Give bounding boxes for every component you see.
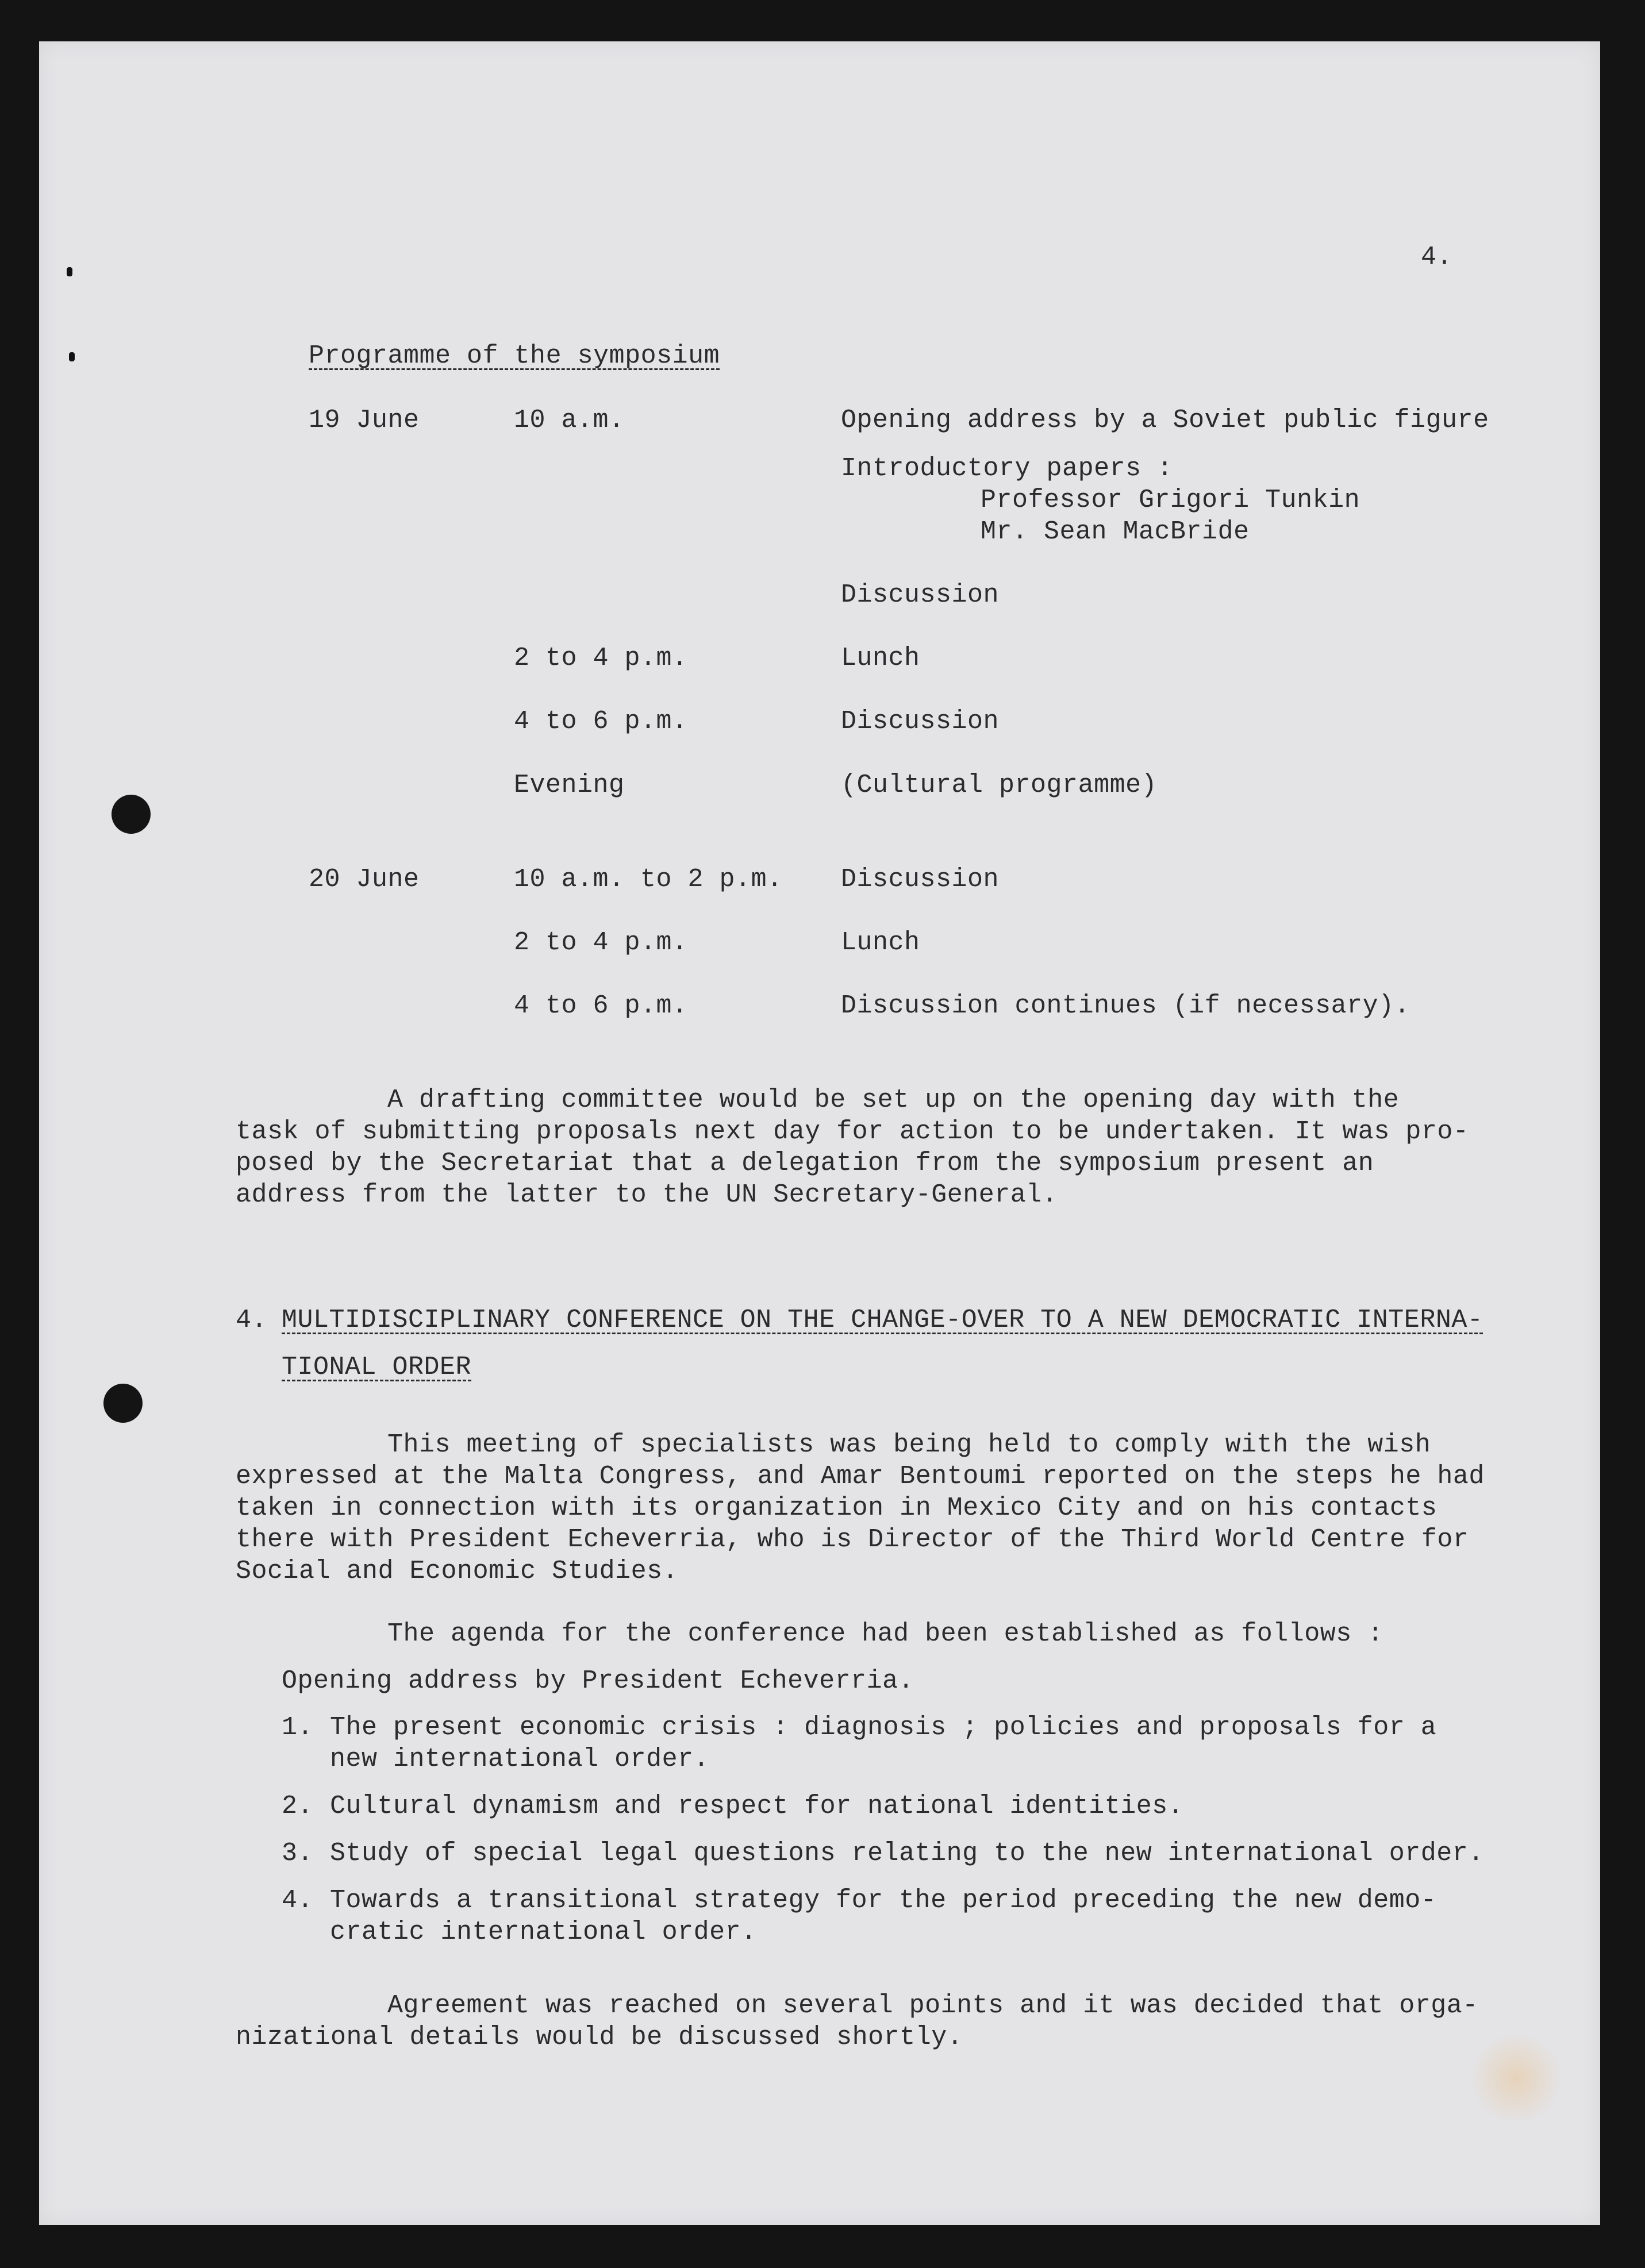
page-number: 4.	[1421, 242, 1453, 272]
drafting-paragraph	[236, 1084, 1558, 1211]
paragraph-line: Agreement was reached on several points and it was decided that orga-	[387, 1991, 1478, 2020]
section-number: 4.	[236, 1306, 268, 1335]
section-heading-line1: MULTIDISCIPLINARY CONFERENCE ON THE CHANGE-OVER TO A NEW DEMOCRATIC INTERNA-	[282, 1306, 1483, 1335]
section-heading-line2: TIONAL ORDER	[282, 1353, 472, 1382]
programme-event: Lunch	[841, 644, 920, 673]
programme-event: Opening address by a Soviet public figure	[841, 406, 1489, 435]
agenda-item-number: 1.	[282, 1713, 314, 1742]
speck	[69, 352, 75, 361]
agenda-item-text: The present economic crisis : diagnosis ; policies and proposals for a	[330, 1713, 1437, 1742]
programme-event: Introductory papers :	[841, 454, 1173, 483]
document-page	[39, 41, 1600, 2225]
programme-event: Lunch	[841, 928, 920, 957]
agenda-item-number: 4.	[282, 1886, 314, 1915]
agenda-item-text: new international order.	[330, 1745, 710, 1774]
agenda-item-text: cratic international order.	[330, 1917, 757, 1947]
paragraph-line: A drafting committee would be set up on the opening day with the	[387, 1085, 1400, 1115]
paragraph-line: address from the latter to the UN Secretary-General.	[236, 1180, 1058, 1210]
agenda-item-number: 3.	[282, 1839, 314, 1868]
agenda-item-text: Towards a transitional strategy for the period preceding the new demo-	[330, 1886, 1437, 1915]
programme-event: Discussion	[841, 865, 1000, 894]
programme-time: 10 a.m.	[514, 406, 625, 435]
paragraph-line: Social and Economic Studies.	[236, 1557, 679, 1586]
programme-time: 4 to 6 p.m.	[514, 991, 688, 1021]
opening-line: Opening address by President Echeverria.	[282, 1666, 914, 1696]
programme-time: 2 to 4 p.m.	[514, 928, 688, 957]
punch-hole-top	[112, 795, 151, 834]
paragraph-line: there with President Echeverria, who is Director of the Third World Centre for	[236, 1525, 1469, 1554]
programme-time: 4 to 6 p.m.	[514, 707, 688, 736]
paragraph-line: This meeting of specialists was being held to comply with the wish	[387, 1430, 1431, 1460]
programme-event: (Cultural programme)	[841, 771, 1158, 800]
punch-hole-bottom	[103, 1384, 143, 1423]
agenda-item-text: Cultural dynamism and respect for national identities.	[330, 1792, 1184, 1821]
programme-event: Discussion	[841, 580, 1000, 610]
programme-event: Mr. Sean MacBride	[981, 517, 1250, 546]
closing-paragraph	[236, 1990, 1586, 2053]
programme-event: Discussion continues (if necessary).	[841, 991, 1410, 1021]
programme-time: 2 to 4 p.m.	[514, 644, 688, 673]
agenda-item-text: Study of special legal questions relating to the new international order.	[330, 1839, 1484, 1868]
paragraph-line: expressed at the Malta Congress, and Amar Bentoumi reported on the steps he had	[236, 1462, 1485, 1491]
speck	[67, 267, 72, 276]
programme-date: 20 June	[309, 865, 420, 894]
programme-heading: Programme of the symposium	[309, 341, 720, 371]
programme-time: Evening	[514, 771, 625, 800]
paragraph-line: task of submitting proposals next day for action to be undertaken. It was pro-	[236, 1117, 1469, 1146]
paragraph-line: taken in connection with its organization in Mexico City and on his contacts	[236, 1493, 1438, 1523]
agenda-intro: The agenda for the conference had been established as follows :	[387, 1619, 1383, 1649]
paragraph-line: posed by the Secretariat that a delegation from the symposium present an	[236, 1149, 1374, 1178]
programme-event: Professor Grigori Tunkin	[981, 486, 1360, 515]
programme-event: Discussion	[841, 707, 1000, 736]
paragraph-line: nizational details would be discussed shortly.	[236, 2023, 963, 2052]
section-paragraph	[236, 1429, 1586, 1587]
agenda-item-number: 2.	[282, 1792, 314, 1821]
programme-time: 10 a.m. to 2 p.m.	[514, 865, 783, 894]
programme-date: 19 June	[309, 406, 420, 435]
